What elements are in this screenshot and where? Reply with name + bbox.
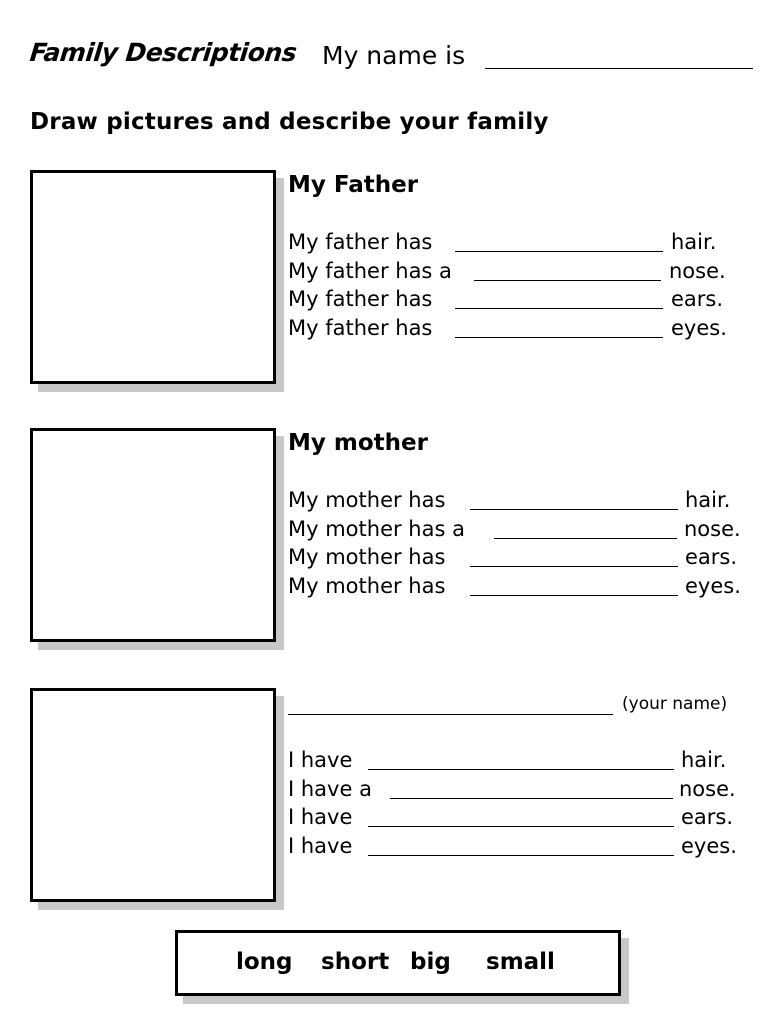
sentence-start: My mother has (288, 573, 446, 598)
sentence-start: My father has a (288, 258, 452, 283)
father-section (30, 170, 760, 390)
answer-blank[interactable] (474, 280, 661, 281)
mother-sentences (288, 488, 758, 602)
your-name-hint: (your name) (622, 694, 728, 714)
answer-blank[interactable] (470, 595, 678, 596)
name-label: My name is (322, 41, 466, 70)
sentence-start: My mother has (288, 545, 446, 569)
sentence-end: eyes. (685, 573, 741, 598)
answer-blank[interactable] (455, 308, 663, 309)
sentence-start: My mother has (288, 488, 446, 512)
sentence-end: ears. (681, 805, 734, 829)
answer-blank[interactable] (470, 509, 678, 510)
father-sentences (288, 230, 758, 344)
name-blank[interactable] (485, 68, 753, 69)
sentence-end: nose. (669, 258, 726, 283)
word-bank (175, 930, 621, 996)
sentence-end: nose. (684, 516, 741, 541)
sentence-end: hair. (671, 230, 717, 254)
page-title: Family Descriptions (28, 38, 298, 67)
sentence-end: hair. (685, 488, 731, 512)
sentence-start: My father has (288, 315, 433, 340)
self-sentences (288, 748, 758, 862)
self-section (30, 688, 760, 908)
answer-blank[interactable] (368, 769, 674, 770)
sentence-end: ears. (685, 545, 738, 569)
word-bank-item: long (236, 949, 293, 975)
sentence-start: My mother has a (288, 516, 465, 541)
answer-blank[interactable] (455, 337, 663, 338)
sentence-row (288, 777, 758, 806)
sentence-start: I have a (288, 776, 372, 801)
sentence-end: nose. (679, 776, 736, 801)
sentence-start: My father has (288, 230, 433, 254)
sentence-end: eyes. (681, 833, 737, 858)
sentence-row (288, 488, 758, 517)
your-name-blank[interactable] (288, 714, 613, 715)
sentence-row (288, 316, 758, 345)
sentence-end: ears. (671, 287, 724, 311)
answer-blank[interactable] (368, 826, 674, 827)
sentence-row (288, 574, 758, 603)
word-bank-item: big (410, 949, 451, 975)
sentence-start: I have (288, 805, 353, 829)
header (30, 38, 755, 78)
self-drawing-box[interactable] (30, 688, 276, 902)
mother-drawing-box[interactable] (30, 428, 276, 642)
sentence-row (288, 287, 758, 316)
sentence-start: I have (288, 833, 353, 858)
sentence-end: eyes. (671, 315, 727, 340)
sentence-row (288, 834, 758, 863)
father-drawing-box[interactable] (30, 170, 276, 384)
sentence-row (288, 805, 758, 834)
father-heading: My Father (288, 172, 419, 198)
mother-heading: My mother (288, 430, 428, 456)
answer-blank[interactable] (455, 251, 663, 252)
sentence-row (288, 517, 758, 546)
sentence-row (288, 748, 758, 777)
word-bank-item: short (321, 949, 390, 975)
word-bank-item: small (486, 949, 555, 975)
answer-blank[interactable] (390, 798, 673, 799)
sentence-row (288, 230, 758, 259)
sentence-end: hair. (681, 748, 727, 772)
instructions: Draw pictures and describe your family (30, 109, 549, 135)
answer-blank[interactable] (470, 566, 678, 567)
sentence-row (288, 545, 758, 574)
answer-blank[interactable] (368, 855, 674, 856)
sentence-row (288, 259, 758, 288)
sentence-start: I have (288, 748, 353, 772)
sentence-start: My father has (288, 287, 433, 311)
answer-blank[interactable] (494, 538, 677, 539)
mother-section (30, 428, 760, 648)
